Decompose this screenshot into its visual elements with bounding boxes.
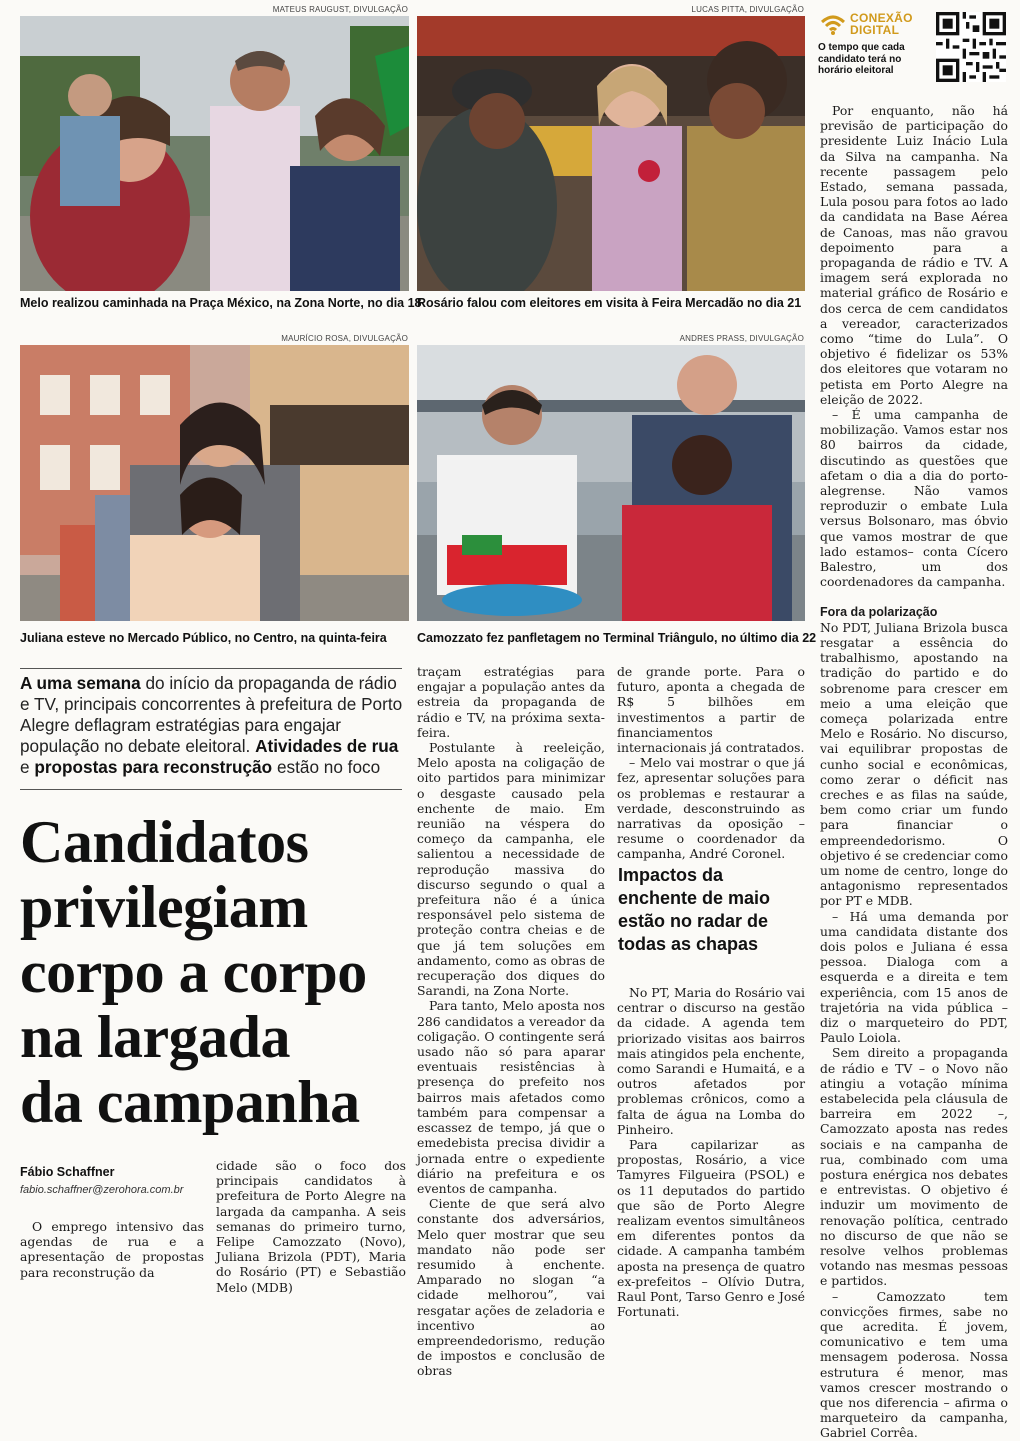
- paragraph: O emprego intensivo das agendas de rua e a apresentação de propostas para reconstrução da: [20, 1219, 204, 1280]
- lede-text: e: [20, 757, 35, 777]
- photo-caption: Camozzato fez panfletagem no Terminal Triângulo, no último dia 22: [417, 631, 817, 645]
- photo-rosario-feira: [417, 16, 805, 291]
- conexao-text: O tempo que cada candidato terá no horário eleitoral: [818, 42, 905, 76]
- headline: [20, 810, 410, 1135]
- paragraph: Para tanto, Melo aposta nos 286 candidatos a vereador da coligação. O contingente será usado não só para aparar eventuais resistências à presença do prefeito nos bairros mais afetados como também para compensar a escassez de tempo, já que o emedebista precisa dividir a jornada entre o expediente diário na prefeitura e os eventos de campanha.: [417, 998, 605, 1196]
- photo-caption: Juliana esteve no Mercado Público, no Centro, na quinta-feira: [20, 631, 387, 645]
- headline-line: privilegiam: [20, 874, 308, 940]
- byline-email[interactable]: fabio.schaffner@zerohora.com.br: [20, 1184, 184, 1196]
- paragraph: – Melo vai mostrar o que já fez, apresentar soluções para os problemas e restaurar a verdade, desconstruindo as narrativas da oposição – resume o coordenador da campanha, André Coronel.: [617, 755, 805, 862]
- lede-bold: propostas para reconstrução: [34, 757, 273, 777]
- article-column-3-bottom: [617, 985, 805, 1319]
- lede: [20, 673, 404, 778]
- photo-juliana-image: [20, 345, 409, 621]
- photo-credit: LUCAS PITTA, DIVULGAÇÃO: [691, 5, 804, 14]
- lede-bold: A uma semana: [20, 673, 141, 693]
- conexao-title-2: DIGITAL: [850, 23, 900, 37]
- photo-melo-praca-mexico: [20, 16, 409, 291]
- article-column-3: [617, 664, 805, 862]
- photo-caption: Rosário falou com eleitores em visita à Feira Mercadão no dia 21: [417, 296, 802, 310]
- photo-caption: Melo realizou caminhada na Praça México, na Zona Norte, no dia 18: [20, 296, 422, 310]
- photo-rosario-image: [417, 16, 805, 291]
- photo-juliana-mercado: [20, 345, 409, 621]
- article-column-4: [820, 103, 1008, 1441]
- wifi-icon: [820, 14, 846, 36]
- lede-text: do início da propaganda de rádio e TV, principais concorrentes à prefeitura de Porto Alegre deflagram estratégias para engajar população no debate eleitoral.: [20, 673, 403, 756]
- paragraph: Sem direito a propaganda de rádio e TV – o Novo não atingiu a votação mínima estabelecida pela cláusula de barreira em 2022 –, Camozzato aposta nas redes sociais e na campanha de rua, combinado com uma postura enérgica nos debates e entrevistas. O objetivo é induzir um movimento de renovação política, centrado no discurso de que não se resolve velhos problemas votando nas mesmas pessoas e partidos.: [820, 1045, 1008, 1289]
- conexao-digital-box: [818, 12, 1018, 92]
- photo-melo-image: [20, 16, 409, 291]
- byline-author: Fábio Schaffner: [20, 1165, 115, 1179]
- paragraph: Ciente de que será alvo constante dos adversários, Melo quer mostrar que seu mandato não pode ser resumido à enchente. Amparado no slogan “a cidade melhorou”, vai resgatar ações de zeladoria e incentivo ao empreendedorismo, redução de impostos e conclusão de obras: [417, 1196, 605, 1379]
- qr-code-icon[interactable]: [936, 12, 1006, 82]
- paragraph: de grande porte. Para o futuro, aponta a chegada de R$ 5 bilhões em investimentos a partir de financiamentos internacionais já contratados.: [617, 664, 805, 756]
- photo-credit: MAURÍCIO ROSA, DIVULGAÇÃO: [281, 334, 408, 343]
- paragraph: – É uma campanha de mobilização. Vamos estar nos 80 bairros da cidade, discutindo as questões que afetam o dia a dia do porto-alegrense. Não vamos reproduzir o embate Lula versus Bolsonaro, mas óbvio que vamos mostrar de que lado estamos– conta Cícero Balestro, um dos coordenadores da campanha.: [820, 407, 1008, 590]
- headline-line: da campanha: [20, 1069, 360, 1135]
- photo-credit: ANDRES PRASS, DIVULGAÇÃO: [679, 334, 804, 343]
- photo-camozzato-terminal: [417, 345, 805, 621]
- photo-credit: MATEUS RAUGUST, DIVULGAÇÃO: [272, 5, 408, 14]
- conexao-title: CONEXÃO: [850, 11, 913, 25]
- divider: [20, 789, 402, 790]
- lede-bold: Atividades de rua: [255, 736, 399, 756]
- article-column-2: [417, 664, 605, 1379]
- section-subhead: Fora da polarização: [820, 604, 938, 619]
- article-column-2-bottom: [216, 1158, 406, 1295]
- paragraph: Por enquanto, não há previsão de participação do presidente Luiz Inácio Lula da Silva na campanha. Na recente passagem pelo Estado, semana passada, Lula posou para fotos ao lado da candidata na Base Aérea de Canoas, mas não gravou depoimento para a propaganda de rádio e TV. A imagem será explorada no material gráfico de Rosário e dos cerca de cem candidatos a vereador, caracterizados como “time do Lula”. O objetivo é fidelizar os 53% dos eleitores que votaram no petista em Porto Alegre na eleição de 2022.: [820, 103, 1008, 407]
- divider: [20, 668, 402, 669]
- paragraph: Para capilarizar as propostas, Rosário, a vice Tamyres Filgueira (PSOL) e os 11 deputados do partido que são de Porto Alegre realizam eventos simultâneos em diferentes pontos da cidade. A campanha também aposta na presença de quatro ex-prefeitos – Olívio Dutra, Raul Pont, Tarso Genro e José Fortunati.: [617, 1137, 805, 1320]
- paragraph: – Camozzato tem convicções firmes, sabe no que acredita. É jovem, comunicativo e tem uma mensagem poderosa. Nossa estrutura é menor, mas vamos crescer mostrando o que nos diferencia – afirma o marqueteiro da campanha, Gabriel Corrêa.: [820, 1288, 1008, 1441]
- headline-line: Candidatos: [20, 809, 309, 875]
- paragraph: traçam estratégias para engajar a população antes da estreia da propaganda de rádio e TV, na próxima sexta-feira.: [417, 664, 605, 740]
- headline-line: na largada: [20, 1004, 291, 1070]
- photo-camozzato-image: [417, 345, 805, 621]
- headline-line: corpo a corpo: [20, 939, 367, 1005]
- paragraph: – Há uma demanda por uma candidata distante dos dois polos e Juliana é essa pessoa. Dialoga com a esquerda e a direita e tem experiência, com 15 anos de trajetória na vida pública – diz o marqueteiro do PDT, Paulo Loiola.: [820, 908, 1008, 1046]
- section-subhead: Impactos da enchente de maio estão no radar de todas as chapas: [618, 865, 771, 954]
- paragraph: cidade são o foco dos principais candidatos à prefeitura de Porto Alegre na largada da campanha. A seis semanas do primeiro turno, Felipe Camozzato (Novo), Juliana Brizola (PDT), Maria do Rosário (PT) e Sebastião Melo (MDB): [216, 1158, 406, 1295]
- paragraph: No PT, Maria do Rosário vai centrar o discurso na gestão da cidade. A agenda tem priorizado visitas aos bairros mais atingidos pela enchente, como Sarandi e Humaitá, e a outros afetados por problemas crônicos, como a falta de água na Lomba do Pinheiro.: [617, 985, 805, 1137]
- paragraph: Postulante à reeleição, Melo aposta na coligação de oito partidos para minimizar o desgaste causado pela enchente de maio. Em reunião na véspera do começo da campanha, ele salientou a necessidade de reprodução massiva do discurso segundo o qual a prefeitura não é a única responsável pelo sistema de proteção contra cheias e de que já tem soluções em andamento, como as obras de recuperação dos diques do Sarandi, na Zona Norte.: [417, 740, 605, 999]
- paragraph: No PDT, Juliana Brizola busca resgatar a essência do trabalhismo, apostando na tradição do partido e do sobrenome para crescer em meio a uma eleição que começa polarizada entre Melo e Rosário. No discurso, vai equilibrar propostas de cunho social e econômicas, como zerar o déficit nas creches e as filas na saúde, bem como criar um fundo para financiar o empreendedorismo. O objetivo é se credenciar como um nome de centro, longe do antagonismo representados por PT e MDB.: [820, 619, 1009, 909]
- article-column-1: [20, 1219, 204, 1280]
- lede-text: estão no foco: [272, 757, 381, 777]
